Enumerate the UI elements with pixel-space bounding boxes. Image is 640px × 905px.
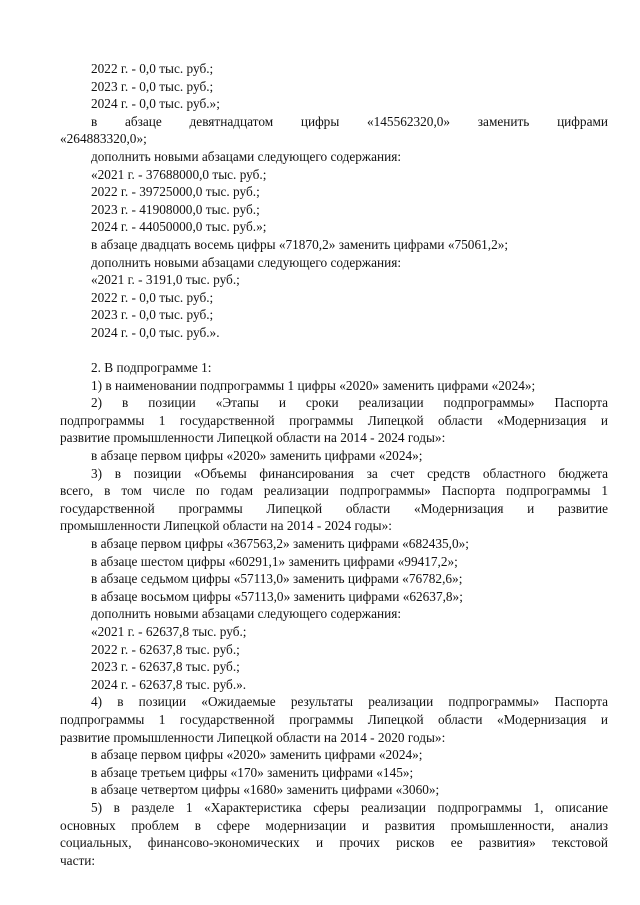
text-line: подпрограммы 1 государственной программы Липецкой области «Модернизация и xyxy=(60,711,608,727)
text-line: 2024 г. - 0,0 тыс. руб.». xyxy=(91,324,220,340)
text-line: социальных, финансово-экономических и прочих рисков ее развития» текстовой xyxy=(60,835,608,851)
text-line: «2021 г. - 62637,8 тыс. руб.; xyxy=(91,624,247,639)
text-line: в абзаце шестом цифры «60291,1» заменить цифрами «99417,2»; xyxy=(91,553,458,569)
text-line: 2) в позиции «Этапы и сроки реализации подпрограммы» Паспорта xyxy=(91,395,608,411)
text-line: развитие промышленности Липецкой области на 2014 - 2020 годы»: xyxy=(60,729,446,745)
text-line: в абзаце первом цифры «2020» заменить цифрами «2024»; xyxy=(91,448,423,464)
text-line: 2023 г. - 0,0 тыс. руб.; xyxy=(91,78,214,94)
text-line: в абзаце двадцать восемь цифры «71870,2» заменить цифрами «75061,2»; xyxy=(91,236,509,252)
text-line: подпрограммы 1 государственной программы Липецкой области «Модернизация и xyxy=(60,412,608,428)
text-line: дополнить новыми абзацами следующего содержания: xyxy=(91,254,402,270)
text-line: в абзаце четвертом цифры «1680» заменить цифрами «3060»; xyxy=(91,782,440,798)
text-line: всего, в том числе по годам реализации подпрограммы» Паспорта подпрограммы 1 xyxy=(60,483,608,499)
section-heading: 2. В подпрограмме 1: xyxy=(91,360,212,376)
text-line: 2022 г. - 62637,8 тыс. руб.; xyxy=(91,641,240,657)
text-line: в абзаце первом цифры «367563,2» заменить цифрами «682435,0»; xyxy=(91,536,470,552)
text-line: в абзаце третьем цифры «170» заменить цифрами «145»; xyxy=(91,764,414,780)
text-line: 2022 г. - 0,0 тыс. руб.; xyxy=(91,61,214,76)
text-line: в абзаце седьмом цифры «57113,0» заменить цифрами «76782,6»; xyxy=(91,571,463,587)
text-line: 2024 г. - 62637,8 тыс. руб.». xyxy=(91,676,247,692)
text-line: развитие промышленности Липецкой области на 2014 - 2024 годы»: xyxy=(60,430,446,446)
text-line: «2021 г. - 3191,0 тыс. руб.; xyxy=(91,272,240,288)
text-line: 2024 г. - 44050000,0 тыс. руб.»; xyxy=(91,219,267,235)
text-line: дополнить новыми абзацами следующего содержания: xyxy=(91,148,402,164)
paragraph-gap xyxy=(60,342,608,360)
text-line: 5) в разделе 1 «Характеристика сферы реализации подпрограммы 1, описание xyxy=(91,799,608,815)
text-line: дополнить новыми абзацами следующего содержания: xyxy=(91,606,402,622)
text-line: 2024 г. - 0,0 тыс. руб.»; xyxy=(91,96,220,112)
text-line: «2021 г. - 37688000,0 тыс. руб.; xyxy=(91,166,267,182)
text-line: основных проблем в сфере модернизации и развития промышленности, анализ xyxy=(60,817,608,833)
text-line: в абзаце первом цифры «2020» заменить цифрами «2024»; xyxy=(91,747,423,763)
text-line: 1) в наименовании подпрограммы 1 цифры «2020» заменить цифрами «2024»; xyxy=(91,377,536,393)
text-line: 2023 г. - 62637,8 тыс. руб.; xyxy=(91,659,240,675)
text-line: 2022 г. - 0,0 тыс. руб.; xyxy=(91,289,214,305)
text-line: государственной программы Липецкой области «Модернизация и развитие xyxy=(60,500,608,516)
text-line: в абзаце восьмом цифры «57113,0» заменить цифрами «62637,8»; xyxy=(91,588,463,604)
text-line: в абзаце девятнадцатом цифры «145562320,0» заменить цифрами xyxy=(91,113,608,129)
text-line: части: xyxy=(60,852,96,868)
text-line: 4) в позиции «Ожидаемые результаты реализации подпрограммы» Паспорта xyxy=(91,694,608,710)
text-line: 2023 г. - 0,0 тыс. руб.; xyxy=(91,307,214,323)
text-line: 3) в позиции «Объемы финансирования за счет средств областного бюджета xyxy=(91,465,608,481)
text-line: «264883320,0»; xyxy=(60,131,147,147)
text-line: 2022 г. - 39725000,0 тыс. руб.; xyxy=(91,184,260,200)
text-line: промышленности Липецкой области на 2014 - 2024 годы»: xyxy=(60,518,392,534)
text-line: 2023 г. - 41908000,0 тыс. руб.; xyxy=(91,201,260,217)
